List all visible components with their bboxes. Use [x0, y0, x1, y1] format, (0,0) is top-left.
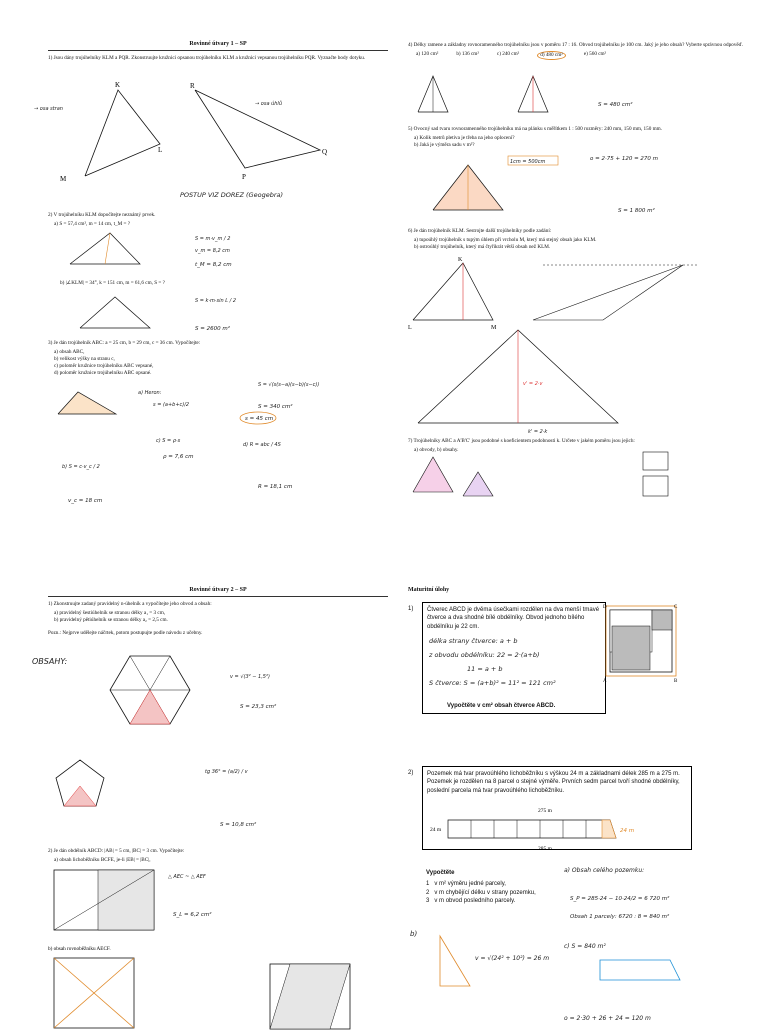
task-5-figure	[408, 150, 748, 220]
hw-3-s-result: s = 45 cm	[245, 416, 274, 422]
q2-vypoctete	[422, 866, 552, 926]
hw-b-label: b)	[410, 930, 418, 938]
q1-text: Čtverec ABCD je dvěma úsečkami rozdělen na dva menší tmavé čtverce a dva shodné bílé obdélníky. Obvod jednoho bílého obdélníku je 22 cm.	[427, 607, 600, 630]
q2-number: 2)	[408, 770, 414, 776]
task-p3-1b-text: b) pravidelný pětiúhelník se stranou délky a₂ = 2,5 cm.	[54, 617, 168, 624]
label-m: M	[60, 175, 67, 183]
label-k: K	[115, 81, 121, 89]
task-3-item-b: b) velikost výšky na stranu c,	[54, 356, 115, 363]
task-7-text: 7) Trojúhelníky ABC a A'B'C' jsou podobné s koeficientem podobnosti k. Určete v jakém poměru jsou jejich:	[408, 438, 635, 444]
dim-left: 24 m	[430, 827, 442, 833]
hw-q2-v: v = √(24² + 10²) = 26 m	[475, 955, 550, 962]
hw-q2-c: c) S = 840 m²	[564, 943, 606, 950]
task-7a-text: a) obvody, b) obsahy.	[414, 447, 459, 454]
task-2b-block	[60, 280, 400, 287]
hw-3-R-result: R = 18,1 cm	[258, 484, 293, 490]
hw-2b-result: S = 2600 m²	[195, 326, 230, 332]
task-6-figure	[408, 255, 748, 435]
page-title-2: Rovinné útvary 2 – SP	[48, 586, 388, 597]
label-a: A	[603, 679, 607, 684]
triangle-klm	[85, 90, 163, 176]
task-2b-figure	[60, 292, 360, 342]
task-4-figures	[408, 72, 748, 122]
item-3-text: v m obvod posledního parcely.	[434, 898, 516, 905]
option-d: d) 480 cm²	[537, 51, 566, 60]
item-2-text: v m chybějící délku v strany pozemku,	[434, 889, 536, 896]
hw-q1-line3: 11 = a + b	[467, 665, 503, 674]
task-1-text: 1) Jsou dány trojúhelníky KLM a PQR. Zkonstruujte kružnici opsanou trojúhelníku KLM a kružnici vepsanou trojúhelníku PQR. Vyznačte body dotyku.	[48, 55, 366, 62]
task-2-text: 2) V trojúhelníku KLM dopočítejte neznámý prvek.	[48, 212, 156, 218]
task-3-block	[48, 338, 388, 377]
label-r: R	[190, 82, 195, 90]
q2-text: Pozemek má tvar pravoúhlého lichoběžníku s výškou 24 m a základnami délek 285 m a 275 m. Pozemek je rozdělen na 8 parcel o stejné výměře. Prvních sedm parcel tvoří shodné obdélníky, poslední parcela má tvar pravoúhlého lichoběžníku.	[427, 771, 680, 794]
task-p3-2b-text: b) obsah rovnoběžníku AECF.	[48, 946, 111, 952]
q1-ask: Vypočtěte v cm² obsah čtverce ABCD.	[447, 702, 556, 709]
q1-number: 1)	[408, 606, 414, 612]
vypoctete-title: Vypočtěte	[426, 870, 455, 876]
page-title-4: Maturitní úlohy	[408, 587, 450, 593]
hw-q2-one: Obsah 1 parcely: 6720 : 8 = 840 m²	[570, 914, 670, 920]
task-6a-text: a) tupoúhlý trojúhelník s tupým úhlem při vrcholu M, který má stejný obsah jako KLM.	[414, 237, 597, 244]
handwritten-note-left: → osa stran	[34, 106, 63, 112]
q2-triangle-b	[410, 926, 560, 1006]
task-p3-2-block	[48, 846, 388, 864]
page-title: Rovinné útvary 1 – SP	[48, 40, 388, 51]
hw-3-c-label: c) S = ρ·s	[156, 438, 181, 444]
item-2-num: 2	[426, 889, 430, 896]
label-k6: K	[458, 257, 463, 263]
hw-4-result: S = 480 cm²	[598, 102, 633, 108]
hw-3-a: a) Heron:	[138, 390, 162, 396]
hw-3-d-label: d) R = abc / 4S	[243, 442, 281, 448]
task-7-figure	[408, 452, 748, 502]
hw-q1-line2: z obvodu obdélníku: 22 = 2·(a+b)	[429, 651, 540, 660]
hw-2a-result: t_M = 8,2 cm	[195, 262, 232, 268]
label-l: L	[158, 146, 163, 154]
q1-box	[422, 602, 606, 714]
triangles-klm-pqr-figure	[30, 80, 370, 200]
postup-note: POSTUP VIZ DOREZ (Geogebra)	[180, 191, 284, 199]
label-p: P	[242, 173, 246, 181]
hw-tg: tg 36° = (a/2) / v	[205, 769, 248, 775]
task-2b-text: b) |∠KLM| = 34°, k = 151 cm, m = 61,6 cm, S = ?	[60, 280, 165, 286]
task-3-item-c: c) poloměr kružnice trojúhelníku ABC vepsané,	[54, 363, 154, 370]
rectangle-figure	[48, 864, 388, 1034]
task-p3-1-text: 1) Zkonstruujte zadaný pravidelný n-úhelník a vypočítejte jeho obvod a obsah:	[48, 601, 212, 608]
q1-handwriting	[427, 633, 597, 693]
page-maturitni-ulohy	[408, 586, 748, 594]
dim-bottom: 285 m	[538, 846, 552, 852]
task-3-text: 3) Je dán trojúhelník ABC: a = 25 cm, b = 29 cm, c = 36 cm. Vypočítejte:	[48, 340, 201, 346]
option-e: e) 560 cm²	[583, 51, 607, 58]
hw-2a-line2: v_m = 8,2 cm	[195, 248, 230, 254]
task-2a-figure	[60, 228, 360, 288]
vypoctete-item-1	[426, 880, 548, 888]
hw-3-r-result: ρ = 7,6 cm	[163, 454, 194, 460]
page-rovinne-utvary-1	[48, 40, 388, 64]
handwritten-note-right: → osa úhlů	[255, 101, 282, 107]
hw-3-heron: S = √(s(s−a)(s−b)(s−c))	[258, 382, 320, 388]
hw-s5-result: S = 10,8 cm²	[220, 822, 257, 828]
hw-q1-line4: S čtverce: S = (a+b)² = 11² = 121 cm²	[429, 679, 556, 688]
hw-5-S: S = 1 800 m²	[618, 208, 655, 214]
q1-square-figure	[602, 604, 682, 684]
hw-q2-a: a) Obsah celého pozemku:	[564, 867, 645, 874]
option-a: a) 120 cm²	[416, 51, 439, 58]
task-5-text: 5) Ovocný sad tvaru rovnoramenného trojúhelníku má na plánku s měřítkem 1 : 500 rozměry: 240 mm, 150 mm, 150 mm.	[408, 126, 662, 132]
note-text: Pozn.: Nejprve udělejte náčrtek, potom postupujte podle návodu z učebny.	[48, 630, 203, 637]
label-q: Q	[322, 148, 328, 156]
polygons-figure	[30, 648, 370, 838]
hw-sl-result: S_L = 6,2 cm²	[173, 912, 212, 918]
task-3-figure	[48, 376, 388, 506]
label-l6: L	[408, 325, 412, 331]
item-1-text: v m² výměru jedné parcely,	[434, 881, 506, 888]
hw-6-base: k' = 2·k	[528, 429, 548, 435]
dim-top: 275 m	[538, 808, 552, 814]
task-4-text: 4) Délky ramene a základny rovnoramenného trojúhelníku jsou v poměru 17 : 16. Obvod trojúhelníku je 100 cm. Jaký je jeho obsah? Vyberte správnou odpověď.	[408, 42, 744, 48]
task-3-item-a: a) obsah ABC,	[54, 349, 85, 356]
q2-land-figure	[430, 804, 690, 854]
page-rovinne-utvary-1-continued	[408, 40, 748, 60]
option-c: c) 240 cm²	[496, 51, 520, 58]
vypoctete-item-3	[426, 897, 548, 905]
dim-right: 24 m	[620, 828, 635, 834]
hw-5-scale: 1cm = 500cm	[510, 159, 546, 165]
hw-3-s: s = (a+b+c)/2	[153, 402, 190, 408]
hw-2b-line1: S = k·m·sin L / 2	[195, 298, 237, 304]
task-6-block	[408, 226, 748, 251]
label-m6: M	[491, 325, 497, 331]
hw-similar: △ AEC ~ △ AEF	[168, 874, 206, 880]
hw-v6: v = √(3² − 1,5²)	[230, 674, 270, 680]
hw-6-height: v' = 2·v	[523, 381, 543, 387]
task-5b-text: b) Jaká je výměra sadu v m²?	[414, 142, 475, 149]
task-4-options	[408, 51, 748, 60]
hw-q2-sp: S_P = 285·24 − 10·24/2 = 6 720 m²	[570, 896, 670, 902]
hw-q1-line1: délka strany čtverce: a + b	[429, 637, 518, 646]
hw-5-o: o = 2·75 + 120 = 270 m	[590, 156, 659, 162]
task-p3-2a-text: a) obsah lichoběžníku BCFE, je-li |EB| = |BC|,	[54, 857, 151, 864]
label-c: C	[674, 605, 678, 610]
task-6-text: 6) Je dán trojúhelník KLM. Sestrojte další trojúhelníky podle zadání:	[408, 228, 552, 234]
task-p3-1a-text: a) pravidelný šestiúhelník se stranou délky a₁ = 3 cm,	[54, 610, 166, 617]
task-p3-2-text: 2) Je dán obdélník ABCD: |AB| = 5 cm, |BC| = 3 cm. Vypočítejte:	[48, 848, 185, 854]
item-3-num: 3	[426, 898, 430, 905]
vypoctete-item-2	[426, 889, 548, 897]
task-2-block	[48, 210, 388, 228]
hw-s6-result: S = 23,3 cm²	[240, 704, 277, 710]
q2-handwriting	[560, 862, 760, 1032]
hw-3-vc-result: v_c = 18 cm	[68, 498, 103, 504]
option-b: b) 136 cm²	[456, 51, 479, 58]
hw-3-S-result: S = 340 cm²	[258, 404, 293, 410]
hw-obsahy: OBSAHY:	[32, 657, 68, 666]
item-1-num: 1	[426, 881, 430, 888]
task-2a-text: a) S = 57,4 cm², m = 14 cm, t_M = ?	[54, 221, 131, 228]
page-rovinne-utvary-2	[48, 586, 388, 639]
task-5a-text: a) Kolik metrů pletiva je třeba na jeho oplocení?	[414, 135, 515, 142]
task-6b-text: b) ostroúhlý trojúhelník, který má čtyřikrát větší obsah než KLM.	[414, 244, 551, 251]
task-5-block	[408, 124, 748, 149]
task-3-item-d: d) poloměr kružnice trojúhelníku ABC opsané.	[54, 370, 152, 377]
hw-2a-line1: S = m·v_m / 2	[195, 236, 231, 242]
label-b: B	[674, 679, 678, 684]
label-d: D	[603, 605, 607, 610]
hw-q2-o: o = 2·30 + 26 + 24 = 120 m	[564, 1015, 651, 1022]
hw-3-b-label: b) S = c·v_c / 2	[62, 464, 100, 470]
